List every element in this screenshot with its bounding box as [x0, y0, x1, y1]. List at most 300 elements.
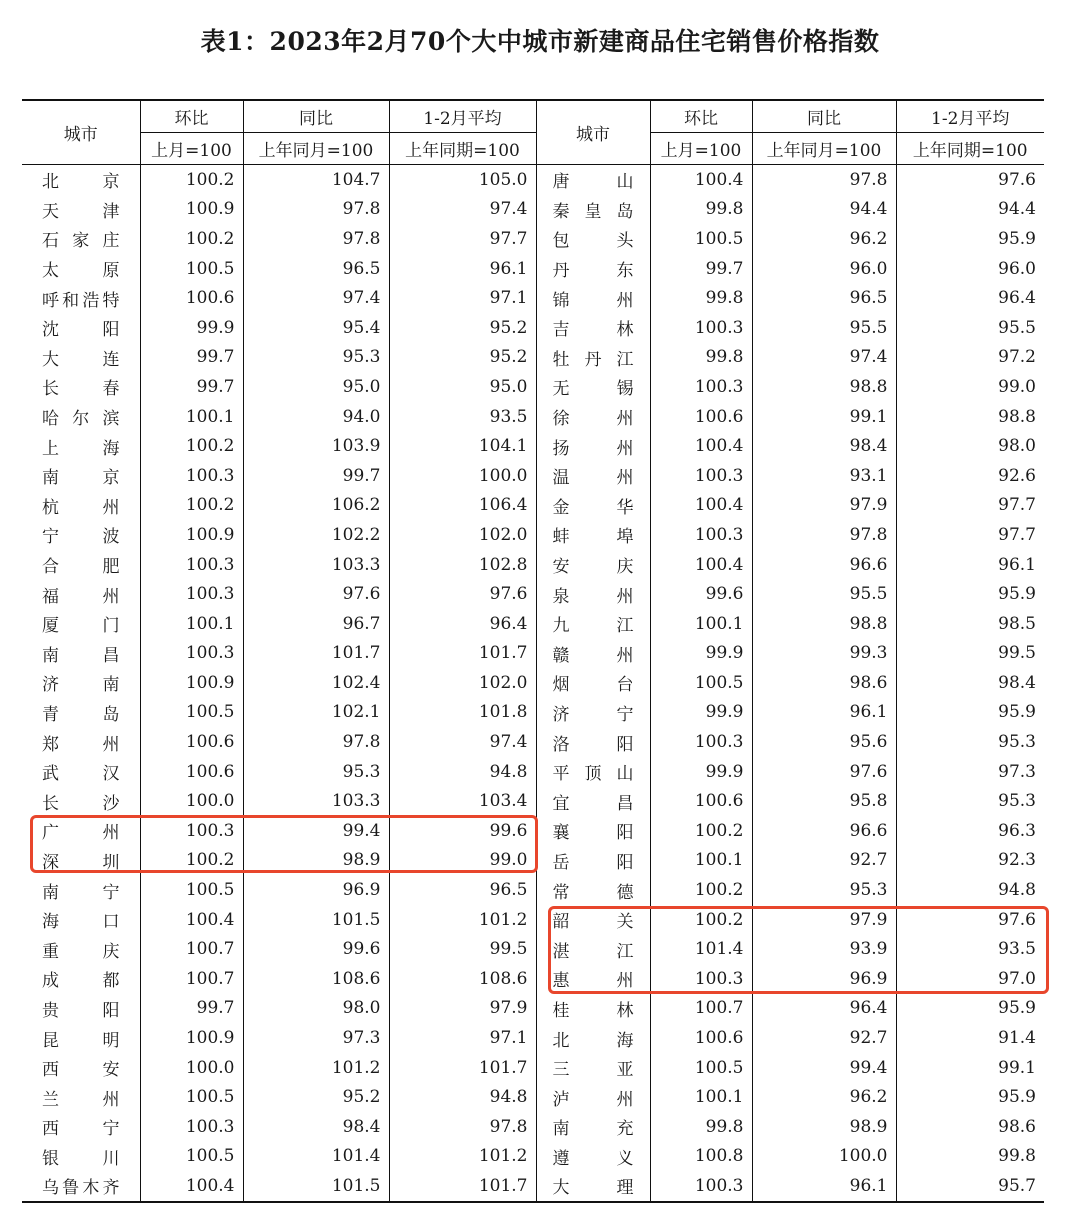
cell-mom-right: 100.4	[650, 165, 752, 195]
cell-city-right: 南充	[536, 1112, 650, 1142]
cell-mom-left: 100.5	[140, 1082, 243, 1112]
cell-city-left: 上海	[42, 438, 120, 459]
cell-yoy-right: 95.5	[752, 313, 896, 343]
highlight-box-guangzhou-shenzhen	[30, 815, 538, 873]
cell-mom-right: 100.2	[650, 905, 752, 935]
table-row	[22, 994, 1044, 1024]
cell-city-left: 南宁	[42, 882, 120, 903]
cell-mom-left: 100.9	[140, 520, 243, 550]
cell-avg-left: 97.1	[389, 1023, 536, 1053]
cell-city-right: 泸州	[536, 1082, 650, 1112]
cell-yoy-left: 103.3	[243, 550, 389, 580]
cell-avg-left: 102.0	[389, 668, 536, 698]
cell-avg-left: 96.1	[389, 254, 536, 284]
cell-avg-right: 93.5	[896, 934, 1044, 964]
cell-city-left: 广州	[42, 823, 120, 844]
cell-mom-left: 100.3	[140, 461, 243, 491]
cell-city-left: 青岛	[42, 704, 120, 725]
cell-city-right: 烟台	[536, 668, 650, 698]
table-row	[22, 372, 1044, 402]
table-row	[22, 1082, 1044, 1112]
cell-avg-left: 94.8	[389, 757, 536, 787]
cell-yoy-right: 96.5	[752, 283, 896, 313]
cell-yoy-left: 104.7	[243, 165, 389, 195]
cell-avg-left: 97.9	[389, 994, 536, 1024]
cell-avg-right: 95.9	[896, 579, 1044, 609]
cell-mom-left: 100.7	[140, 934, 243, 964]
cell-avg-left: 103.4	[389, 786, 536, 816]
cell-city-left: 贵阳	[42, 1000, 120, 1021]
cell-city-left: 长春	[42, 379, 120, 400]
table-row	[22, 757, 1044, 787]
cell-avg-left: 95.2	[389, 313, 536, 343]
header-city-left: 城市	[22, 100, 140, 165]
cell-avg-left: 96.4	[389, 609, 536, 639]
header-avg-base-left: 上年同期=100	[389, 133, 536, 165]
cell-city-right: 锦州	[536, 283, 650, 313]
table-row	[22, 224, 1044, 254]
header-avg-right: 1-2月平均	[896, 100, 1044, 133]
cell-avg-left: 108.6	[389, 964, 536, 994]
cell-avg-right: 94.4	[896, 195, 1044, 225]
cell-mom-right: 100.3	[650, 520, 752, 550]
table-row	[22, 1142, 1044, 1172]
cell-mom-right: 100.1	[650, 846, 752, 876]
cell-avg-right: 97.0	[896, 964, 1044, 994]
cell-city-right: 九江	[536, 609, 650, 639]
cell-yoy-right: 97.6	[752, 757, 896, 787]
cell-mom-left: 99.7	[140, 372, 243, 402]
cell-yoy-left: 97.8	[243, 727, 389, 757]
header-mom-right: 环比	[650, 100, 752, 133]
cell-avg-right: 95.9	[896, 698, 1044, 728]
cell-city-right: 秦皇岛	[536, 195, 650, 225]
cell-yoy-right: 99.3	[752, 639, 896, 669]
cell-mom-right: 99.9	[650, 639, 752, 669]
cell-yoy-left: 96.5	[243, 254, 389, 284]
cell-avg-left: 101.2	[389, 905, 536, 935]
cell-yoy-right: 97.4	[752, 343, 896, 373]
cell-avg-left: 100.0	[389, 461, 536, 491]
table-row	[22, 402, 1044, 432]
cell-mom-right: 100.1	[650, 1082, 752, 1112]
cell-yoy-left: 101.4	[243, 1142, 389, 1172]
cell-mom-right: 100.3	[650, 964, 752, 994]
cell-city-right: 温州	[536, 461, 650, 491]
cell-yoy-right: 92.7	[752, 1023, 896, 1053]
cell-yoy-left: 102.2	[243, 520, 389, 550]
cell-city-left: 宁波	[42, 527, 120, 548]
cell-mom-left: 99.7	[140, 994, 243, 1024]
cell-yoy-right: 92.7	[752, 846, 896, 876]
cell-city-right: 洛阳	[536, 727, 650, 757]
cell-yoy-right: 94.4	[752, 195, 896, 225]
cell-mom-right: 100.4	[650, 491, 752, 521]
cell-yoy-left: 99.7	[243, 461, 389, 491]
table-row	[22, 609, 1044, 639]
cell-city-left: 成都	[42, 971, 120, 992]
cell-mom-right: 100.7	[650, 994, 752, 1024]
cell-avg-right: 95.9	[896, 224, 1044, 254]
cell-yoy-left: 98.9	[243, 846, 389, 876]
header-yoy-left: 同比	[243, 100, 389, 133]
cell-city-left: 西安	[42, 1060, 120, 1081]
table-row	[22, 786, 1044, 816]
cell-yoy-left: 102.4	[243, 668, 389, 698]
cell-mom-left: 100.6	[140, 283, 243, 313]
cell-city-right: 金华	[536, 491, 650, 521]
cell-city-left: 济南	[42, 675, 120, 696]
cell-city-left: 合肥	[42, 557, 120, 578]
cell-yoy-right: 98.4	[752, 431, 896, 461]
cell-mom-left: 100.6	[140, 757, 243, 787]
cell-avg-left: 105.0	[389, 165, 536, 195]
cell-city-left: 兰州	[42, 1089, 120, 1110]
cell-city-right: 唐山	[536, 165, 650, 195]
cell-city-left: 郑州	[42, 734, 120, 755]
cell-yoy-left: 103.3	[243, 786, 389, 816]
cell-city-right: 韶关	[536, 905, 650, 935]
cell-mom-right: 99.8	[650, 195, 752, 225]
cell-yoy-right: 95.8	[752, 786, 896, 816]
cell-mom-left: 100.4	[140, 905, 243, 935]
cell-city-right: 湛江	[536, 934, 650, 964]
cell-city-left: 海口	[42, 912, 120, 933]
cell-yoy-right: 96.2	[752, 1082, 896, 1112]
cell-yoy-left: 95.3	[243, 343, 389, 373]
cell-city-left: 福州	[42, 586, 120, 607]
cell-mom-left: 100.1	[140, 402, 243, 432]
cell-city-right: 牡丹江	[536, 343, 650, 373]
cell-avg-right: 98.4	[896, 668, 1044, 698]
cell-yoy-left: 94.0	[243, 402, 389, 432]
cell-mom-left: 100.5	[140, 1142, 243, 1172]
cell-yoy-right: 96.6	[752, 550, 896, 580]
cell-yoy-left: 97.8	[243, 195, 389, 225]
cell-city-left: 西宁	[42, 1119, 120, 1140]
cell-yoy-right: 98.8	[752, 372, 896, 402]
cell-city-left: 沈阳	[42, 320, 120, 341]
cell-city-left: 昆明	[42, 1030, 120, 1051]
cell-yoy-left: 101.7	[243, 639, 389, 669]
cell-mom-right: 100.4	[650, 550, 752, 580]
table-row	[22, 550, 1044, 580]
table-title: 表1：2023年2月70个大中城市新建商品住宅销售价格指数	[200, 27, 880, 56]
cell-mom-left: 100.3	[140, 816, 243, 846]
cell-mom-left: 100.9	[140, 668, 243, 698]
cell-mom-left: 100.2	[140, 431, 243, 461]
cell-yoy-left: 101.2	[243, 1053, 389, 1083]
cell-yoy-left: 95.2	[243, 1082, 389, 1112]
cell-city-right: 包头	[536, 224, 650, 254]
cell-mom-right: 99.6	[650, 579, 752, 609]
table-row	[22, 343, 1044, 373]
cell-avg-right: 94.8	[896, 875, 1044, 905]
cell-yoy-left: 96.7	[243, 609, 389, 639]
cell-city-left: 大连	[42, 349, 120, 370]
cell-city-right: 北海	[536, 1023, 650, 1053]
cell-mom-right: 101.4	[650, 934, 752, 964]
cell-city-left: 南昌	[42, 645, 120, 666]
cell-mom-left: 100.2	[140, 224, 243, 254]
cell-yoy-right: 99.1	[752, 402, 896, 432]
cell-city-left: 乌鲁木齐	[42, 1178, 120, 1199]
header-city-right: 城市	[536, 100, 650, 165]
cell-mom-right: 100.3	[650, 1171, 752, 1202]
header-avg-base-right: 上年同期=100	[896, 133, 1044, 165]
cell-yoy-right: 93.1	[752, 461, 896, 491]
cell-city-right: 常德	[536, 875, 650, 905]
table-row	[22, 165, 1044, 195]
cell-yoy-left: 101.5	[243, 1171, 389, 1202]
cell-mom-right: 100.3	[650, 372, 752, 402]
cell-yoy-left: 97.8	[243, 224, 389, 254]
cell-avg-left: 97.7	[389, 224, 536, 254]
cell-yoy-right: 95.5	[752, 579, 896, 609]
cell-avg-right: 91.4	[896, 1023, 1044, 1053]
cell-avg-left: 101.2	[389, 1142, 536, 1172]
cell-avg-left: 102.8	[389, 550, 536, 580]
cell-city-right: 泉州	[536, 579, 650, 609]
cell-avg-left: 93.5	[389, 402, 536, 432]
cell-yoy-right: 98.8	[752, 609, 896, 639]
cell-city-right: 宜昌	[536, 786, 650, 816]
highlight-box-shaoguan-zhanjiang-huizhou	[548, 906, 1049, 994]
cell-yoy-left: 98.4	[243, 1112, 389, 1142]
cell-mom-left: 100.3	[140, 550, 243, 580]
table-row	[22, 727, 1044, 757]
cell-city-left: 哈尔滨	[42, 409, 120, 430]
cell-yoy-left: 98.0	[243, 994, 389, 1024]
cell-avg-left: 101.7	[389, 1053, 536, 1083]
cell-avg-left: 101.7	[389, 1171, 536, 1202]
cell-city-left: 杭州	[42, 497, 120, 518]
cell-city-right: 丹东	[536, 254, 650, 284]
table-row	[22, 491, 1044, 521]
cell-mom-right: 100.5	[650, 668, 752, 698]
cell-mom-right: 100.6	[650, 402, 752, 432]
cell-yoy-right: 97.9	[752, 491, 896, 521]
cell-yoy-right: 98.6	[752, 668, 896, 698]
table-row	[22, 1023, 1044, 1053]
cell-city-right: 三亚	[536, 1053, 650, 1083]
cell-avg-right: 95.9	[896, 1082, 1044, 1112]
cell-yoy-left: 101.5	[243, 905, 389, 935]
cell-mom-left: 100.0	[140, 786, 243, 816]
cell-city-left: 深圳	[42, 852, 120, 873]
cell-avg-left: 97.1	[389, 283, 536, 313]
table-body	[22, 165, 1044, 1202]
cell-mom-left: 100.0	[140, 1053, 243, 1083]
cell-city-right: 徐州	[536, 402, 650, 432]
cell-city-right: 扬州	[536, 431, 650, 461]
cell-avg-right: 97.3	[896, 757, 1044, 787]
cell-city-right: 岳阳	[536, 846, 650, 876]
cell-yoy-left: 106.2	[243, 491, 389, 521]
header-yoy-base-left: 上年同月=100	[243, 133, 389, 165]
price-index-table	[22, 99, 1044, 1203]
table-row	[22, 461, 1044, 491]
cell-avg-right: 92.6	[896, 461, 1044, 491]
cell-mom-left: 100.3	[140, 579, 243, 609]
cell-mom-right: 100.5	[650, 224, 752, 254]
cell-avg-left: 101.7	[389, 639, 536, 669]
cell-avg-right: 99.0	[896, 372, 1044, 402]
cell-city-left: 重庆	[42, 941, 120, 962]
cell-mom-right: 100.2	[650, 816, 752, 846]
cell-city-right: 无锡	[536, 372, 650, 402]
cell-yoy-left: 102.1	[243, 698, 389, 728]
cell-avg-left: 97.8	[389, 1112, 536, 1142]
cell-yoy-right: 96.0	[752, 254, 896, 284]
table-row	[22, 1171, 1044, 1202]
header-mom-base-left: 上月=100	[140, 133, 243, 165]
cell-yoy-right: 96.1	[752, 698, 896, 728]
cell-mom-left: 100.3	[140, 1112, 243, 1142]
cell-mom-right: 100.5	[650, 1053, 752, 1083]
cell-mom-left: 100.2	[140, 491, 243, 521]
cell-avg-right: 97.7	[896, 520, 1044, 550]
table-row	[22, 520, 1044, 550]
cell-mom-left: 100.2	[140, 165, 243, 195]
table-row	[22, 431, 1044, 461]
table-row	[22, 254, 1044, 284]
cell-mom-right: 100.8	[650, 1142, 752, 1172]
cell-avg-right: 95.7	[896, 1171, 1044, 1202]
table-row	[22, 698, 1044, 728]
cell-avg-right: 95.3	[896, 786, 1044, 816]
cell-mom-left: 100.4	[140, 1171, 243, 1202]
cell-city-right: 安庆	[536, 550, 650, 580]
cell-avg-right: 97.7	[896, 491, 1044, 521]
cell-mom-left: 100.5	[140, 875, 243, 905]
cell-city-left: 北京	[42, 172, 120, 193]
cell-avg-right: 95.9	[896, 994, 1044, 1024]
cell-city-right: 蚌埠	[536, 520, 650, 550]
cell-yoy-left: 103.9	[243, 431, 389, 461]
cell-mom-left: 99.7	[140, 343, 243, 373]
cell-city-right: 襄阳	[536, 816, 650, 846]
cell-yoy-left: 97.6	[243, 579, 389, 609]
cell-mom-left: 100.6	[140, 727, 243, 757]
table-row	[22, 313, 1044, 343]
cell-mom-right: 100.4	[650, 431, 752, 461]
cell-avg-left: 101.8	[389, 698, 536, 728]
cell-mom-left: 100.9	[140, 1023, 243, 1053]
cell-avg-left: 99.6	[389, 816, 536, 846]
cell-yoy-left: 97.4	[243, 283, 389, 313]
cell-mom-right: 100.6	[650, 786, 752, 816]
cell-yoy-right: 95.3	[752, 875, 896, 905]
cell-avg-left: 94.8	[389, 1082, 536, 1112]
cell-yoy-right: 98.9	[752, 1112, 896, 1142]
cell-avg-left: 99.5	[389, 934, 536, 964]
cell-avg-right: 96.0	[896, 254, 1044, 284]
cell-yoy-right: 96.4	[752, 994, 896, 1024]
cell-mom-left: 100.5	[140, 698, 243, 728]
cell-mom-right: 99.9	[650, 757, 752, 787]
cell-avg-right: 98.6	[896, 1112, 1044, 1142]
cell-avg-right: 95.5	[896, 313, 1044, 343]
cell-city-right: 赣州	[536, 639, 650, 669]
cell-yoy-right: 100.0	[752, 1142, 896, 1172]
cell-yoy-right: 96.2	[752, 224, 896, 254]
cell-mom-left: 100.5	[140, 254, 243, 284]
cell-avg-left: 104.1	[389, 431, 536, 461]
cell-avg-right: 96.1	[896, 550, 1044, 580]
cell-city-left: 天津	[42, 201, 120, 222]
cell-mom-left: 100.7	[140, 964, 243, 994]
cell-avg-left: 95.0	[389, 372, 536, 402]
table-row	[22, 195, 1044, 225]
cell-yoy-left: 95.0	[243, 372, 389, 402]
cell-yoy-left: 95.4	[243, 313, 389, 343]
cell-avg-left: 97.6	[389, 579, 536, 609]
cell-city-right: 大理	[536, 1171, 650, 1202]
cell-mom-right: 99.7	[650, 254, 752, 284]
cell-avg-left: 102.0	[389, 520, 536, 550]
cell-city-right: 济宁	[536, 698, 650, 728]
header-yoy-right: 同比	[752, 100, 896, 133]
table-row	[22, 639, 1044, 669]
cell-yoy-right: 97.8	[752, 520, 896, 550]
cell-avg-right: 98.0	[896, 431, 1044, 461]
cell-yoy-right: 93.9	[752, 934, 896, 964]
cell-mom-right: 100.6	[650, 1023, 752, 1053]
cell-mom-right: 100.3	[650, 461, 752, 491]
cell-city-right: 遵义	[536, 1142, 650, 1172]
table-row	[22, 1112, 1044, 1142]
cell-avg-left: 96.5	[389, 875, 536, 905]
cell-avg-right: 99.8	[896, 1142, 1044, 1172]
cell-mom-left: 100.2	[140, 846, 243, 876]
cell-city-right: 平顶山	[536, 757, 650, 787]
cell-avg-right: 98.8	[896, 402, 1044, 432]
cell-mom-left: 100.1	[140, 609, 243, 639]
cell-city-right: 吉林	[536, 313, 650, 343]
table-row	[22, 875, 1044, 905]
cell-city-left: 南京	[42, 468, 120, 489]
header-mom-left: 环比	[140, 100, 243, 133]
table-row	[22, 668, 1044, 698]
cell-yoy-right: 96.1	[752, 1171, 896, 1202]
cell-avg-left: 95.2	[389, 343, 536, 373]
cell-yoy-right: 99.4	[752, 1053, 896, 1083]
cell-mom-right: 100.3	[650, 313, 752, 343]
cell-avg-right: 99.1	[896, 1053, 1044, 1083]
cell-avg-left: 97.4	[389, 727, 536, 757]
cell-mom-left: 100.3	[140, 639, 243, 669]
cell-mom-right: 99.9	[650, 698, 752, 728]
cell-yoy-right: 97.8	[752, 165, 896, 195]
cell-mom-right: 100.3	[650, 727, 752, 757]
cell-yoy-right: 96.9	[752, 964, 896, 994]
cell-city-left: 石家庄	[42, 231, 120, 252]
cell-avg-left: 99.0	[389, 846, 536, 876]
cell-city-left: 银川	[42, 1148, 120, 1169]
cell-city-left: 武汉	[42, 764, 120, 785]
cell-yoy-right: 95.6	[752, 727, 896, 757]
cell-avg-right: 95.3	[896, 727, 1044, 757]
header-avg-left: 1-2月平均	[389, 100, 536, 133]
cell-avg-right: 92.3	[896, 846, 1044, 876]
cell-avg-right: 99.5	[896, 639, 1044, 669]
cell-city-right: 惠州	[536, 964, 650, 994]
cell-city-right: 桂林	[536, 994, 650, 1024]
cell-yoy-right: 96.6	[752, 816, 896, 846]
cell-yoy-left: 97.3	[243, 1023, 389, 1053]
cell-yoy-left: 108.6	[243, 964, 389, 994]
